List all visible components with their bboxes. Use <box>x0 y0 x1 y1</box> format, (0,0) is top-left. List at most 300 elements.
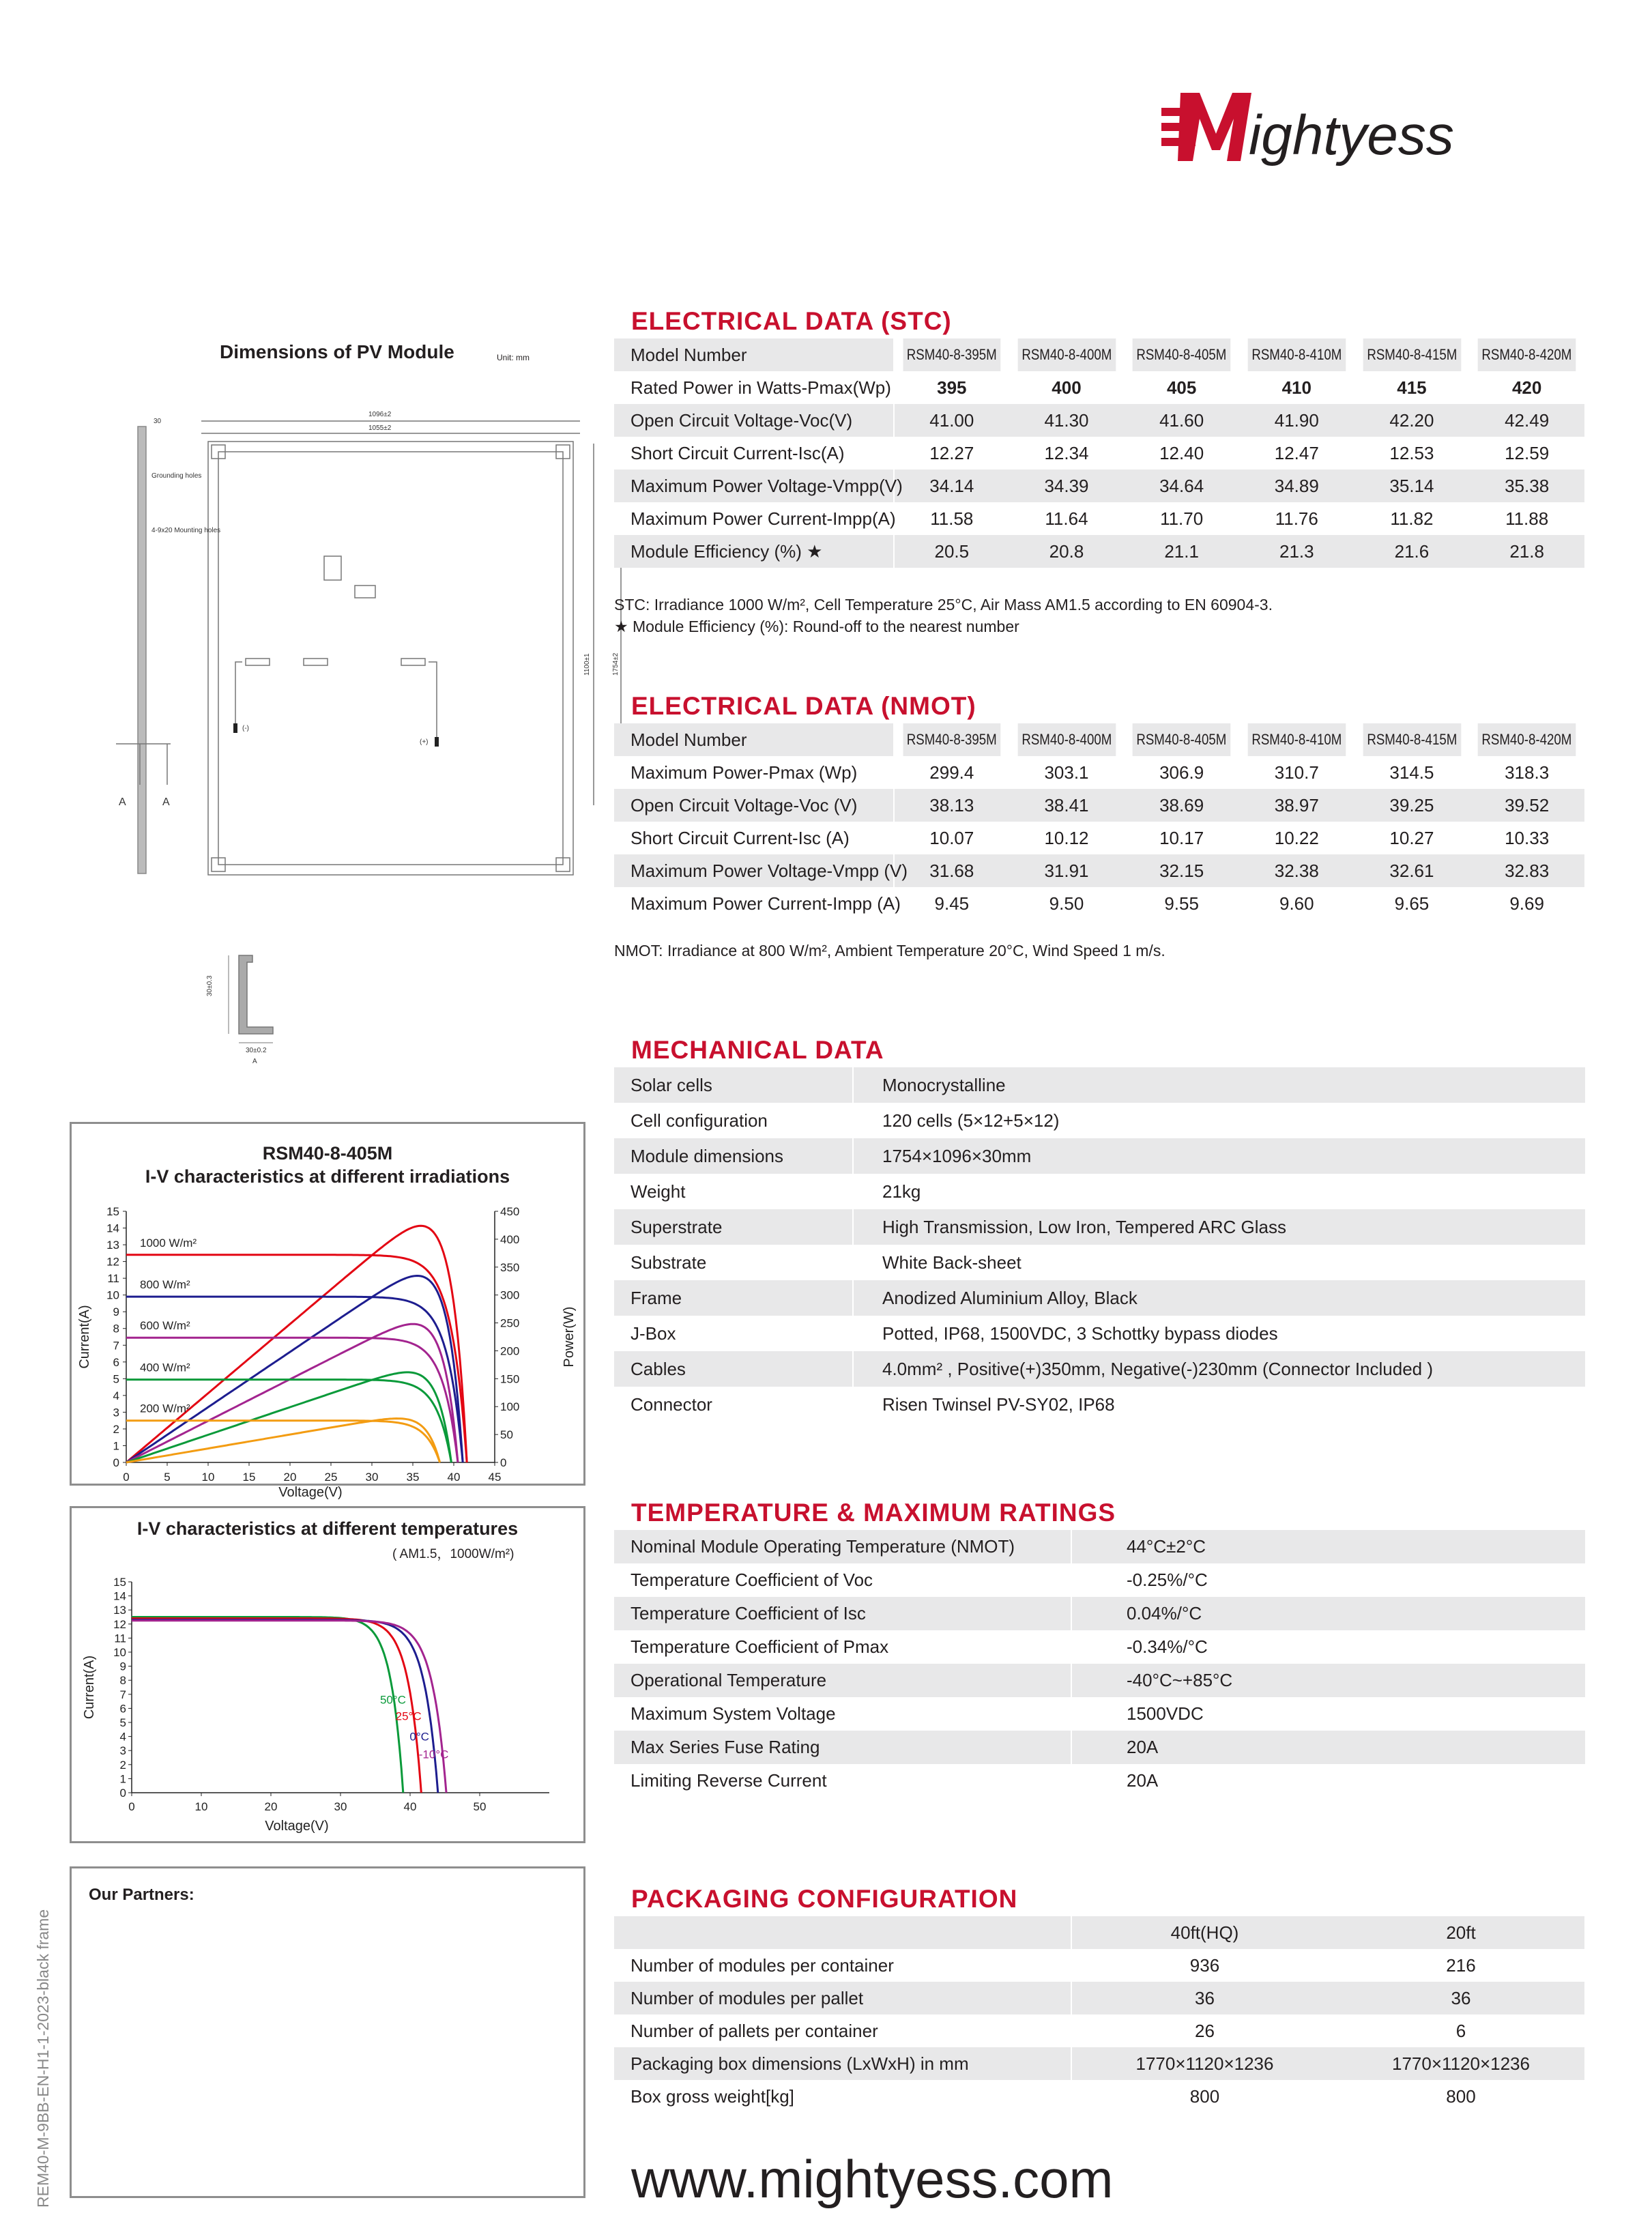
table-row <box>614 1174 1585 1209</box>
dim-section-a2: A <box>162 796 170 808</box>
row-value: 21.6 <box>1354 535 1470 568</box>
y-tick-label: 12 <box>113 1617 126 1631</box>
row-label: Limiting Reverse Current <box>614 1764 1071 1797</box>
dim-grounding: Grounding holes <box>151 472 202 480</box>
table-row <box>614 2080 1584 2113</box>
table-row <box>614 887 1584 920</box>
row-value: 9.65 <box>1354 887 1470 920</box>
row-label: Module dimensions <box>614 1138 853 1174</box>
row-label: Nominal Module Operating Temperature (NMOT) <box>614 1530 1071 1563</box>
y-tick-label: 1 <box>113 1439 119 1453</box>
blank-header-cell <box>614 1916 1071 1949</box>
row-label: Operational Temperature <box>614 1664 1071 1697</box>
row-label: Frame <box>614 1280 853 1316</box>
table-row <box>614 822 1584 854</box>
row-label: Solar cells <box>614 1067 853 1103</box>
row-value: 120 cells (5×12+5×12) <box>853 1103 1585 1138</box>
x-tick-label: 40 <box>403 1800 417 1813</box>
model-name: RSM40-8-420M <box>1478 338 1576 371</box>
row-value: 34.39 <box>1009 470 1125 502</box>
dim-top-inner: 1055±2 <box>368 424 392 432</box>
y2-tick-label: 150 <box>500 1372 520 1386</box>
table-header-row <box>614 723 1584 756</box>
row-label: Cables <box>614 1351 853 1387</box>
row-label: Number of modules per container <box>614 1949 1071 1982</box>
row-value: 12.34 <box>1009 437 1125 470</box>
row-value: 10.22 <box>1239 822 1354 854</box>
row-value: 299.4 <box>894 756 1009 789</box>
dim-height-outer: 1754±2 <box>612 652 620 676</box>
table-row <box>614 1949 1584 1982</box>
y-tick-label: 5 <box>119 1716 126 1729</box>
y-tick-label: 8 <box>119 1674 126 1688</box>
series-legend-label: 600 W/m² <box>140 1319 190 1333</box>
row-value: -40°C~+85°C <box>1071 1664 1585 1697</box>
row-value: 800 <box>1071 2080 1337 2113</box>
iv-curve-series <box>132 1619 421 1793</box>
row-value: Risen Twinsel PV-SY02, IP68 <box>853 1387 1585 1422</box>
row-value: 9.55 <box>1124 887 1239 920</box>
chart-irradiation-box <box>70 1122 585 1500</box>
row-label: Short Circuit Current-Isc (A) <box>614 822 894 854</box>
row-value: 38.13 <box>894 789 1009 822</box>
row-value: Monocrystalline <box>853 1067 1585 1103</box>
profile-width: 30±0.2 <box>246 1047 267 1054</box>
row-value: 41.60 <box>1124 404 1239 437</box>
container-type: 20ft <box>1337 1916 1584 1949</box>
y-tick-label: 2 <box>113 1422 119 1436</box>
row-value: 20A <box>1071 1764 1585 1797</box>
dim-section-a1: A <box>119 796 126 808</box>
row-value: 12.47 <box>1239 437 1354 470</box>
power-curve-series <box>126 1324 458 1462</box>
row-value: 32.15 <box>1124 854 1239 887</box>
table-row <box>614 1316 1585 1351</box>
row-label: Temperature Coefficient of Pmax <box>614 1630 1071 1664</box>
row-value: -0.34%/°C <box>1071 1630 1585 1664</box>
chart2-title: I-V characteristics at different temperatures <box>136 1518 519 1539</box>
x-tick-label: 30 <box>334 1800 347 1813</box>
logo-mark <box>1160 74 1474 176</box>
series-legend-label: 50°C <box>379 1693 406 1707</box>
model-name: RSM40-8-410M <box>1248 723 1346 756</box>
y-tick-label: 0 <box>119 1787 126 1800</box>
table-row <box>614 1209 1585 1245</box>
model-name: RSM40-8-405M <box>1133 723 1230 756</box>
row-label: Temperature Coefficient of Voc <box>614 1563 1071 1597</box>
dim-top-outer: 1096±2 <box>368 411 392 418</box>
row-label: Box gross weight[kg] <box>614 2080 1071 2113</box>
row-value: 38.69 <box>1124 789 1239 822</box>
stc-note-2: ★ Module Efficiency (%): Round-off to the nearest number <box>614 618 1019 635</box>
table-row <box>614 1731 1585 1764</box>
row-value: 44°C±2°C <box>1071 1530 1585 1563</box>
x-tick-label: 50 <box>473 1800 487 1813</box>
row-label: Rated Power in Watts-Pmax(Wp) <box>614 371 894 404</box>
x-axis-label: Voltage(V) <box>278 1485 343 1500</box>
row-value: 6 <box>1337 2014 1584 2047</box>
iv-curve-series <box>126 1421 440 1462</box>
y-axis-label: Current(A) <box>82 1655 97 1720</box>
y-tick-label: 5 <box>113 1372 119 1386</box>
row-value: 9.69 <box>1469 887 1584 920</box>
x-tick-label: 30 <box>365 1471 379 1484</box>
x-axis-label: Voltage(V) <box>265 1819 329 1834</box>
row-label: Maximum Power-Pmax (Wp) <box>614 756 894 789</box>
y-tick-label: 15 <box>113 1576 126 1589</box>
y-tick-label: 14 <box>106 1222 119 1235</box>
table-row <box>614 1597 1585 1630</box>
series-legend-label: 0°C <box>409 1730 429 1744</box>
frame-profile-drawing <box>198 949 334 1071</box>
row-value: 11.82 <box>1354 502 1470 535</box>
table-row <box>614 1245 1585 1280</box>
row-value: 10.07 <box>894 822 1009 854</box>
y-tick-label: 10 <box>113 1646 126 1659</box>
y-tick-label: 12 <box>106 1255 119 1269</box>
row-value: 10.17 <box>1124 822 1239 854</box>
y-tick-label: 6 <box>113 1355 119 1369</box>
row-value: 400 <box>1009 371 1125 404</box>
model-name: RSM40-8-415M <box>1363 723 1460 756</box>
y2-tick-label: 400 <box>500 1232 520 1246</box>
model-number-label: Model Number <box>614 338 894 371</box>
row-value: 405 <box>1124 371 1239 404</box>
row-label: Connector <box>614 1387 853 1422</box>
dim-mounting: 4-9x20 Mounting holes <box>151 527 221 534</box>
dim-neg: (-) <box>242 725 249 732</box>
row-value: 9.60 <box>1239 887 1354 920</box>
chart2-subtitle: ( AM1.5，1000W/m²) <box>392 1547 515 1561</box>
x-tick-label: 45 <box>488 1471 502 1484</box>
y2-tick-label: 200 <box>500 1344 520 1358</box>
row-value: 12.59 <box>1469 437 1584 470</box>
row-value: 41.30 <box>1009 404 1125 437</box>
model-number-label: Model Number <box>614 723 894 756</box>
model-name: RSM40-8-420M <box>1478 723 1576 756</box>
y-tick-label: 2 <box>119 1758 126 1772</box>
chart1-subtitle: I-V characteristics at different irradiations <box>145 1166 510 1187</box>
row-label: Superstrate <box>614 1209 853 1245</box>
y-tick-label: 15 <box>106 1205 119 1218</box>
y-tick-label: 7 <box>119 1688 126 1701</box>
y-tick-label: 1 <box>119 1772 126 1786</box>
stc-table <box>614 338 1585 568</box>
row-value: 21.1 <box>1124 535 1239 568</box>
model-name: RSM40-8-405M <box>1133 338 1230 371</box>
row-label: Packaging box dimensions (LxWxH) in mm <box>614 2047 1071 2080</box>
series-legend-label: 1000 W/m² <box>140 1236 197 1250</box>
table-row <box>614 2014 1584 2047</box>
model-name: RSM40-8-395M <box>903 338 1000 371</box>
model-name: RSM40-8-400M <box>1017 723 1115 756</box>
power-curve-series <box>126 1419 440 1462</box>
row-value: 10.33 <box>1469 822 1584 854</box>
series-legend-label: 25°C <box>395 1709 422 1723</box>
y-tick-label: 11 <box>107 1272 119 1286</box>
y-tick-label: 11 <box>114 1632 126 1645</box>
profile-section-a: A <box>252 1058 257 1065</box>
document-code: REM40-M-9BB-EN-H1-1-2023-black frame <box>34 1909 52 2208</box>
row-value: 12.27 <box>894 437 1009 470</box>
row-value: 21.3 <box>1239 535 1354 568</box>
row-value: 12.53 <box>1354 437 1470 470</box>
row-value: 4.0mm² , Positive(+)350mm, Negative(-)230mm (Connector Included ) <box>853 1351 1585 1387</box>
model-name: RSM40-8-415M <box>1363 338 1460 371</box>
row-value: 32.83 <box>1469 854 1584 887</box>
row-value: 11.70 <box>1124 502 1239 535</box>
y-tick-label: 4 <box>113 1389 119 1402</box>
row-value: 310.7 <box>1239 756 1354 789</box>
table-row <box>614 1630 1585 1664</box>
row-value: 20.5 <box>894 535 1009 568</box>
mechanical-title: MECHANICAL DATA <box>631 1036 884 1064</box>
y2-tick-label: 50 <box>500 1428 513 1442</box>
table-header-row <box>614 1916 1584 1949</box>
y2-tick-label: 450 <box>500 1205 520 1218</box>
row-label: Open Circuit Voltage-Voc(V) <box>614 404 894 437</box>
row-value: 1754×1096×30mm <box>853 1138 1585 1174</box>
x-tick-label: 25 <box>324 1471 338 1484</box>
packaging-table <box>614 1916 1585 2113</box>
x-tick-label: 0 <box>128 1800 135 1813</box>
table-row <box>614 1103 1585 1138</box>
temperature-table <box>614 1530 1585 1797</box>
row-label: Number of pallets per container <box>614 2014 1071 2047</box>
mechanical-table <box>614 1067 1585 1422</box>
row-label: J-Box <box>614 1316 853 1351</box>
y2-tick-label: 350 <box>500 1260 520 1274</box>
row-value: 36 <box>1337 1982 1584 2014</box>
chart2-plot <box>72 1563 583 1836</box>
row-value: 10.12 <box>1009 822 1125 854</box>
stc-title: ELECTRICAL DATA (STC) <box>631 307 952 335</box>
row-value: 35.38 <box>1469 470 1584 502</box>
x-tick-label: 0 <box>123 1471 130 1484</box>
partners-title: Our Partners: <box>89 1886 194 1904</box>
row-value: 216 <box>1337 1949 1584 1982</box>
row-value: 21kg <box>853 1174 1585 1209</box>
row-value: 12.40 <box>1124 437 1239 470</box>
dim-height-inner: 1100±1 <box>583 653 591 676</box>
y-tick-label: 4 <box>119 1730 126 1744</box>
row-label: Max Series Fuse Rating <box>614 1731 1071 1764</box>
row-value: 395 <box>894 371 1009 404</box>
row-value: Potted, IP68, 1500VDC, 3 Schottky bypass diodes <box>853 1316 1585 1351</box>
y2-tick-label: 300 <box>500 1288 520 1302</box>
row-value: 11.76 <box>1239 502 1354 535</box>
logo-text: ightyess <box>1249 104 1454 167</box>
row-value: 415 <box>1354 371 1470 404</box>
row-value: 32.61 <box>1354 854 1470 887</box>
model-name: RSM40-8-395M <box>903 723 1000 756</box>
chart1-title: RSM40-8-405M <box>262 1143 393 1164</box>
row-value: 20.8 <box>1009 535 1125 568</box>
x-tick-label: 35 <box>406 1471 420 1484</box>
row-value: 936 <box>1071 1949 1337 1982</box>
row-value: Anodized Aluminium Alloy, Black <box>853 1280 1585 1316</box>
row-value: 0.04%/°C <box>1071 1597 1585 1630</box>
row-label: Substrate <box>614 1245 853 1280</box>
table-row <box>614 470 1584 502</box>
table-row <box>614 2047 1584 2080</box>
nmot-title: ELECTRICAL DATA (NMOT) <box>631 692 976 720</box>
row-label: Weight <box>614 1174 853 1209</box>
series-legend-label: 400 W/m² <box>140 1361 190 1374</box>
table-row <box>614 371 1584 404</box>
row-value: White Back-sheet <box>853 1245 1585 1280</box>
row-value: 306.9 <box>1124 756 1239 789</box>
table-row <box>614 502 1584 535</box>
table-row <box>614 1138 1585 1174</box>
row-value: 10.27 <box>1354 822 1470 854</box>
iv-curve-series <box>132 1621 446 1793</box>
brand-logo <box>1160 74 1474 176</box>
row-value: 34.64 <box>1124 470 1239 502</box>
nmot-table <box>614 723 1585 920</box>
row-value: 303.1 <box>1009 756 1125 789</box>
module-dimension-drawing <box>102 403 620 894</box>
row-value: 11.58 <box>894 502 1009 535</box>
y2-tick-label: 0 <box>500 1456 507 1469</box>
table-row <box>614 1982 1584 2014</box>
row-value: 34.14 <box>894 470 1009 502</box>
table-row <box>614 1563 1585 1597</box>
row-value: 31.91 <box>1009 854 1125 887</box>
row-value: 31.68 <box>894 854 1009 887</box>
model-name: RSM40-8-400M <box>1017 338 1115 371</box>
row-value: 1770×1120×1236 <box>1337 2047 1584 2080</box>
row-value: 420 <box>1469 371 1584 404</box>
y-tick-label: 6 <box>119 1702 126 1716</box>
y2-tick-label: 250 <box>500 1316 520 1330</box>
x-tick-label: 20 <box>264 1800 278 1813</box>
chart-temperature-box <box>70 1506 585 1843</box>
iv-curve-series <box>126 1338 458 1462</box>
x-tick-label: 5 <box>164 1471 171 1484</box>
y-tick-label: 9 <box>119 1660 126 1673</box>
table-row <box>614 1697 1585 1731</box>
row-label: Module Efficiency (%) ★ <box>614 535 894 568</box>
row-label: Short Circuit Current-Isc(A) <box>614 437 894 470</box>
table-row <box>614 1530 1585 1563</box>
row-value: 38.97 <box>1239 789 1354 822</box>
row-value: 11.88 <box>1469 502 1584 535</box>
series-legend-label: 200 W/m² <box>140 1402 190 1415</box>
y-tick-label: 13 <box>106 1239 119 1252</box>
dimensions-unit: Unit: mm <box>497 353 530 362</box>
stc-note-1: STC: Irradiance 1000 W/m², Cell Temperature 25°C, Air Mass AM1.5 according to EN 60904-3. <box>614 596 1273 613</box>
row-value: 41.00 <box>894 404 1009 437</box>
row-value: 38.41 <box>1009 789 1125 822</box>
row-value: 318.3 <box>1469 756 1584 789</box>
table-row <box>614 404 1584 437</box>
row-label: Maximum Power Voltage-Vmpp(V) <box>614 470 894 502</box>
partners-box <box>70 1866 585 2198</box>
row-value: 314.5 <box>1354 756 1470 789</box>
y-tick-label: 10 <box>106 1288 119 1302</box>
row-label: Number of modules per pallet <box>614 1982 1071 2014</box>
y-tick-label: 9 <box>113 1305 119 1319</box>
model-name: RSM40-8-410M <box>1248 338 1346 371</box>
y-tick-label: 14 <box>113 1589 126 1603</box>
row-label: Maximum Power Voltage-Vmpp (V) <box>614 854 894 887</box>
x-tick-label: 40 <box>447 1471 461 1484</box>
container-type: 40ft(HQ) <box>1071 1916 1337 1949</box>
series-legend-label: -10°C <box>418 1748 449 1761</box>
table-row <box>614 1664 1585 1697</box>
row-value: 800 <box>1337 2080 1584 2113</box>
row-value: 11.64 <box>1009 502 1125 535</box>
x-tick-label: 20 <box>283 1471 297 1484</box>
row-value: 34.89 <box>1239 470 1354 502</box>
row-value: 42.49 <box>1469 404 1584 437</box>
row-value: 9.50 <box>1009 887 1125 920</box>
y2-axis-label: Power(W) <box>562 1306 577 1368</box>
table-row <box>614 756 1584 789</box>
row-value: 20A <box>1071 1731 1585 1764</box>
packaging-title: PACKAGING CONFIGURATION <box>631 1885 1018 1913</box>
x-tick-label: 10 <box>194 1800 208 1813</box>
table-row <box>614 535 1584 568</box>
row-value: 32.38 <box>1239 854 1354 887</box>
website-url[interactable]: www.mightyess.com <box>631 2149 1114 2209</box>
series-legend-label: 800 W/m² <box>140 1278 190 1292</box>
y-tick-label: 0 <box>113 1456 119 1469</box>
row-value: 35.14 <box>1354 470 1470 502</box>
y-tick-label: 3 <box>113 1406 119 1419</box>
x-tick-label: 15 <box>242 1471 256 1484</box>
row-value: 36 <box>1071 1982 1337 2014</box>
table-row <box>614 1280 1585 1316</box>
table-row <box>614 854 1584 887</box>
power-curve-series <box>126 1372 451 1462</box>
nmot-note: NMOT: Irradiance at 800 W/m², Ambient Temperature 20°C, Wind Speed 1 m/s. <box>614 942 1165 959</box>
row-label: Maximum System Voltage <box>614 1697 1071 1731</box>
row-value: 39.52 <box>1469 789 1584 822</box>
row-value: High Transmission, Low Iron, Tempered ARC Glass <box>853 1209 1585 1245</box>
y-tick-label: 8 <box>113 1322 119 1335</box>
dim-depth: 30 <box>154 418 162 425</box>
row-label: Maximum Power Current-Impp (A) <box>614 887 894 920</box>
row-value: 26 <box>1071 2014 1337 2047</box>
row-value: -0.25%/°C <box>1071 1563 1585 1597</box>
y2-tick-label: 100 <box>500 1400 520 1414</box>
dim-pos: (+) <box>420 738 429 746</box>
table-row <box>614 1351 1585 1387</box>
table-row <box>614 437 1584 470</box>
row-value: 1770×1120×1236 <box>1071 2047 1337 2080</box>
row-value: 41.90 <box>1239 404 1354 437</box>
x-tick-label: 10 <box>201 1471 215 1484</box>
row-value: 410 <box>1239 371 1354 404</box>
row-value: 42.20 <box>1354 404 1470 437</box>
y-tick-label: 3 <box>119 1744 126 1758</box>
row-label: Cell configuration <box>614 1103 853 1138</box>
dimensions-title: Dimensions of PV Module <box>220 341 454 362</box>
row-label: Temperature Coefficient of Isc <box>614 1597 1071 1630</box>
row-value: 1500VDC <box>1071 1697 1585 1731</box>
row-value: 9.45 <box>894 887 1009 920</box>
table-header-row <box>614 338 1584 371</box>
row-label: Maximum Power Current-Impp(A) <box>614 502 894 535</box>
row-label: Open Circuit Voltage-Voc (V) <box>614 789 894 822</box>
table-row <box>614 1387 1585 1422</box>
table-row <box>614 1067 1585 1103</box>
y-tick-label: 7 <box>113 1339 119 1353</box>
row-value: 21.8 <box>1469 535 1584 568</box>
chart1-plot <box>72 1185 583 1500</box>
